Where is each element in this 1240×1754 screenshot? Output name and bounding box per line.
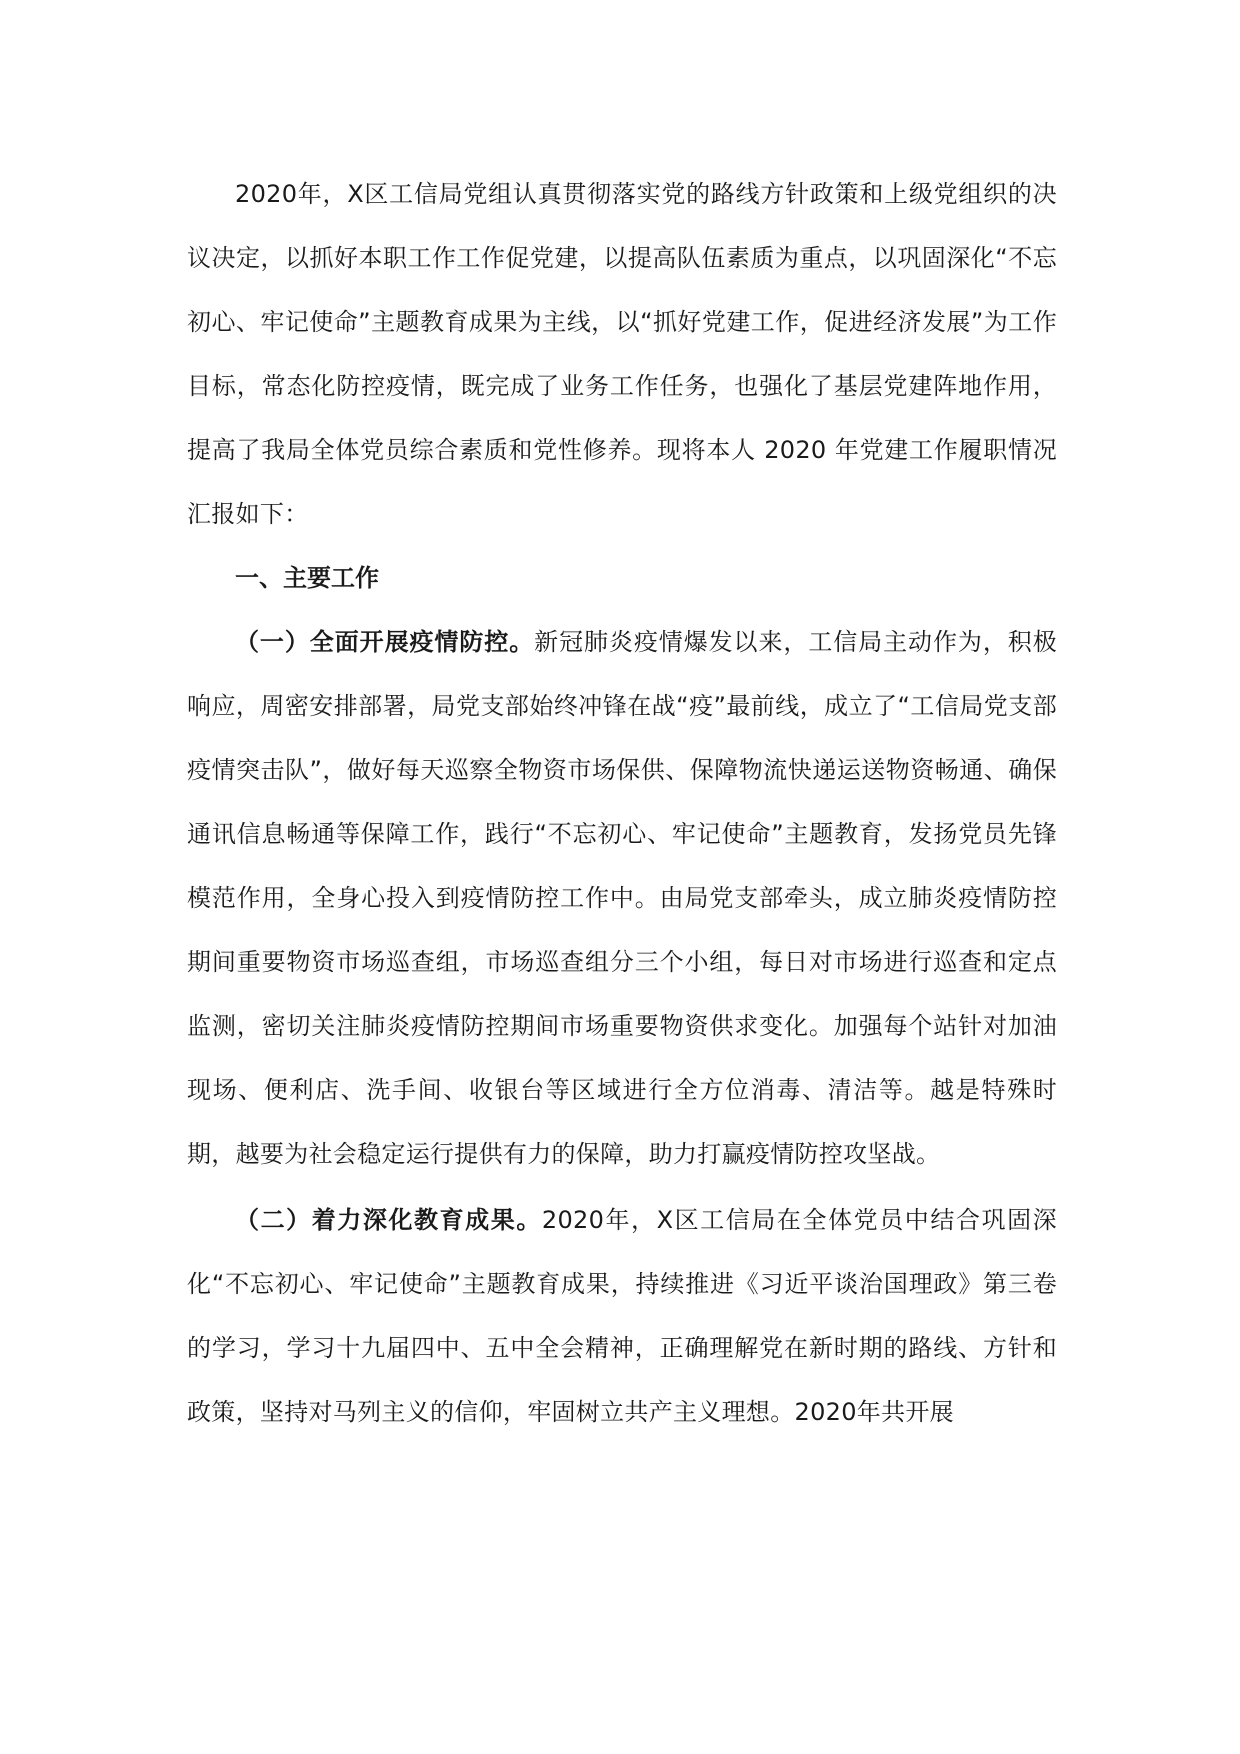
document-body <box>187 162 1057 1444</box>
item-lead-epidemic-control: （一）全面开展疫情防控。 <box>235 628 535 656</box>
item-lead-education: （二）着力深化教育成果。 <box>235 1206 542 1234</box>
section-heading-main-work: 一、主要工作 <box>235 564 379 592</box>
item-text-epidemic-control: 新冠肺炎疫情爆发以来，工信局主动作为，积极响应，周密安排部署，局党支部始终冲锋在战“疫”最前线，成立了“工信局党支部疫情突击队”，做好每天巡察全物资市场保供、保障物流快递运送物资畅通、确保通讯信息畅通等保障工作，践行“不忘初心、牢记使命”主题教育，发扬党员先锋模范作用，全身心投入到疫情防控工作中。由局党支部牵头，成立肺炎疫情防控期间重要物资市场巡查组，市场巡查组分三个小组，每日对市场进行巡查和定点监测，密切关注肺炎疫情防控期间市场重要物资供求变化。加强每个站针对加油现场、便利店、洗手间、收银台等区域进行全方位消毒、清洁等。越是特殊时期，越要为社会稳定运行提供有力的保障，助力打赢疫情防控攻坚战。 <box>187 628 1057 1168</box>
item-paragraph-education <box>187 1188 1057 1444</box>
item-text-education: 2020年，X区工信局在全体党员中结合巩固深化“不忘初心、牢记使命”主题教育成果，持续推进《习近平谈治国理政》第三卷的学习，学习十九届四中、五中全会精神，正确理解党在新时期的路线、方针和政策，坚持对马列主义的信仰，牢固树立共产主义理想。2020年共开展 <box>187 1206 1057 1426</box>
item-paragraph-epidemic-control <box>187 610 1057 1186</box>
intro-paragraph: 2020年，X区工信局党组认真贯彻落实党的路线方针政策和上级党组织的决议决定，以抓好本职工作工作促党建，以提高队伍素质为重点，以巩固深化“不忘初心、牢记使命”主题教育成果为主线，以“抓好党建工作，促进经济发展”为工作目标，常态化防控疫情，既完成了业务工作任务，也强化了基层党建阵地作用，提高了我局全体党员综合素质和党性修养。现将本人 2020 年党建工作履职情况汇报如下： <box>187 180 1057 528</box>
